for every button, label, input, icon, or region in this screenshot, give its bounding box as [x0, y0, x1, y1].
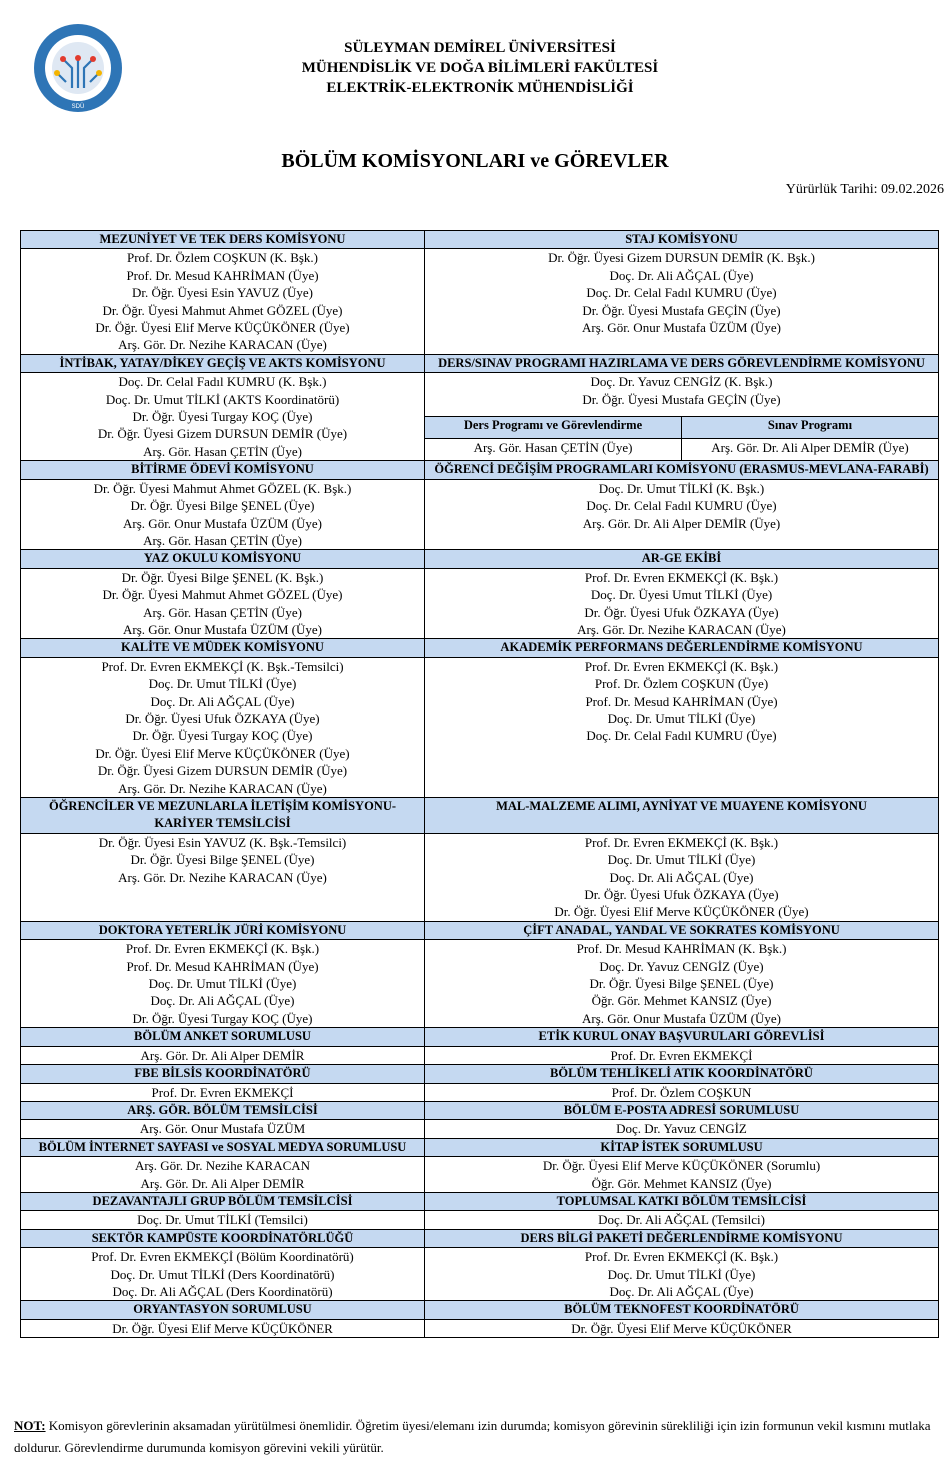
member-name: Dr. Öğr. Üyesi Gizem DURSUN DEMİR (K. Bşk.) — [548, 250, 815, 266]
member-name: Prof. Dr. Özlem COŞKUN — [611, 1084, 752, 1100]
commission-title: ARŞ. GÖR. BÖLÜM TEMSİLCİSİ — [21, 1101, 425, 1119]
member-name: Arş. Gör. Onur Mustafa ÜZÜM — [139, 1121, 306, 1137]
member-name: Doç. Dr. Umut TİLKİ (Üye) — [607, 852, 756, 868]
member-name: Arş. Gör. Dr. Ali Alper DEMİR — [140, 1047, 305, 1063]
institution-header — [150, 38, 810, 98]
member-name: Doç. Dr. Celal Fadıl KUMRU (Üye) — [586, 728, 777, 744]
footnote — [14, 1415, 946, 1459]
commission-member-row — [21, 1157, 939, 1193]
commission-title: AKADEMİK PERFORMANS DEĞERLENDİRME KOMİSYONU — [425, 639, 939, 657]
member-name: Dr. Öğr. Üyesi Mustafa GEÇİN (Üye) — [582, 391, 781, 407]
member-name: Dr. Öğr. Üyesi Turgay KOÇ (Üye) — [132, 409, 313, 425]
member-list — [21, 373, 425, 461]
member-name: Dr. Öğr. Üyesi Mahmut Ahmet GÖZEL (Üye) — [102, 587, 343, 603]
commission-member-row — [21, 1046, 939, 1064]
commission-title: BÖLÜM İNTERNET SAYFASI ve SOSYAL MEDYA SORUMLUSU — [21, 1138, 425, 1156]
commission-header-row — [21, 461, 939, 479]
member-list — [425, 568, 939, 639]
member-list — [21, 1157, 425, 1193]
member-list — [425, 1157, 939, 1193]
member-name: Doç. Dr. Umut TİLKİ (Üye) — [148, 976, 297, 992]
member-name: Prof. Dr. Evren EKMEKÇİ (K. Bşk.) — [584, 1249, 779, 1265]
member-name: Dr. Öğr. Üyesi Elif Merve KÜÇÜKÖNER (Üye) — [554, 904, 809, 920]
member-name: Dr. Öğr. Üyesi Bilge ŞENEL (K. Bşk.) — [121, 569, 324, 585]
member-name: Dr. Öğr. Üyesi Ufuk ÖZKAYA (Üye) — [125, 710, 320, 726]
member-name: Prof. Dr. Mesud KAHRİMAN (Üye) — [126, 958, 319, 974]
member-name: Dr. Öğr. Üyesi Ufuk ÖZKAYA (Üye) — [584, 887, 779, 903]
sub-commission-title: Sınav Programı — [682, 416, 939, 438]
commission-title: DOKTORA YETERLİK JÜRİ KOMİSYONU — [21, 921, 425, 939]
member-list — [21, 1248, 425, 1301]
commission-title: ÖĞRENCİLER VE MEZUNLARLA İLETİŞİM KOMİSYONU-KARİYER TEMSİLCİSİ — [21, 798, 425, 834]
commission-title: KİTAP İSTEK SORUMLUSU — [425, 1138, 939, 1156]
member-name: Arş. Gör. Hasan ÇETİN (Üye) — [143, 443, 302, 459]
commission-title: DEZAVANTAJLI GRUP BÖLÜM TEMSİLCİSİ — [21, 1192, 425, 1210]
commission-title: ÇİFT ANADAL, YANDAL VE SOKRATES KOMİSYONU — [425, 921, 939, 939]
member-name: Prof. Dr. Evren EKMEKÇİ (Bölüm Koordinatörü) — [91, 1249, 354, 1265]
member-list — [21, 1211, 425, 1229]
member-list — [425, 1319, 939, 1337]
commission-header-row — [21, 798, 939, 834]
member-name: Dr. Öğr. Üyesi Elif Merve KÜÇÜKÖNER (Üye) — [95, 745, 350, 761]
commission-title: DERS/SINAV PROGRAMI HAZIRLAMA VE DERS GÖREVLENDİRME KOMİSYONU — [425, 354, 939, 372]
commission-title: BÖLÜM E-POSTA ADRESİ SORUMLUSU — [425, 1101, 939, 1119]
commission-member-row — [21, 1248, 939, 1301]
member-name: Arş. Gör. Hasan ÇETİN (Üye) — [143, 604, 302, 620]
member-name: Doç. Dr. Ali AĞÇAL (Üye) — [150, 693, 295, 709]
member-name: Dr. Öğr. Üyesi Mahmut Ahmet GÖZEL (Üye) — [102, 302, 343, 318]
university-logo — [32, 22, 124, 114]
faculty-name: MÜHENDİSLİK VE DOĞA BİLİMLERİ FAKÜLTESİ — [301, 60, 659, 76]
member-name: Doç. Dr. Umut TİLKİ (Üye) — [607, 1266, 756, 1282]
member-name: Arş. Gör. Dr. Nezihe KARACAN (Üye) — [118, 780, 327, 796]
commission-header-row — [21, 1101, 939, 1119]
member-name: Dr. Öğr. Üyesi Bilge ŞENEL (Üye) — [130, 852, 315, 868]
member-list — [21, 568, 425, 639]
member-name: Doç. Dr. Umut TİLKİ (Üye) — [607, 710, 756, 726]
member-name: Prof. Dr. Evren EKMEKÇİ (K. Bşk.-Temsilci) — [101, 658, 344, 674]
commission-title: ÖĞRENCİ DEĞİŞİM PROGRAMLARI KOMİSYONU (ERASMUS-MEVLANA-FARABİ) — [425, 461, 939, 479]
commission-header-row — [21, 231, 939, 249]
member-name: Arş. Gör. Onur Mustafa ÜZÜM (Üye) — [582, 1010, 781, 1026]
commission-title: MAL-MALZEME ALIMI, AYNİYAT VE MUAYENE KOMİSYONU — [425, 798, 939, 834]
member-name: Arş. Gör. Dr. Nezihe KARACAN (Üye) — [118, 337, 327, 353]
member-name: Doç. Dr. Üyesi Umut TİLKİ (Üye) — [590, 587, 773, 603]
commission-header-row — [21, 1028, 939, 1046]
member-list — [21, 940, 425, 1028]
member-list — [425, 1046, 939, 1064]
member-list — [425, 249, 939, 354]
member-name: Doç. Dr. Celal Fadıl KUMRU (Üye) — [586, 285, 777, 301]
commission-header-row — [21, 1138, 939, 1156]
member-name: Arş. Gör. Dr. Ali Alper DEMİR — [140, 1175, 305, 1191]
member-list — [425, 1120, 939, 1138]
commission-title: İNTİBAK, YATAY/DİKEY GEÇİŞ VE AKTS KOMİSYONU — [21, 354, 425, 372]
member-name: Arş. Gör. Onur Mustafa ÜZÜM (Üye) — [582, 320, 781, 336]
member-name: Doç. Dr. Ali AĞÇAL (Temsilci) — [598, 1212, 765, 1228]
member-list — [425, 1211, 939, 1229]
member-name: Arş. Gör. Onur Mustafa ÜZÜM (Üye) — [123, 515, 322, 531]
commission-header-row — [21, 1192, 939, 1210]
member-name: Öğr. Gör. Mehmet KANSIZ (Üye) — [591, 1175, 772, 1191]
member-name: Doç. Dr. Umut TİLKİ (K. Bşk.) — [598, 480, 765, 496]
member-name: Arş. Gör. Dr. Nezihe KARACAN (Üye) — [577, 621, 786, 637]
commission-header-row — [21, 1301, 939, 1319]
member-list — [425, 1083, 939, 1101]
commission-member-row — [21, 940, 939, 1028]
commission-title: KALİTE VE MÜDEK KOMİSYONU — [21, 639, 425, 657]
member-name: Doç. Dr. Umut TİLKİ (AKTS Koordinatörü) — [105, 391, 340, 407]
commission-member-row — [21, 479, 939, 550]
member-list — [425, 657, 939, 797]
member-list — [21, 1120, 425, 1138]
member-name: Dr. Öğr. Üyesi Bilge ŞENEL (Üye) — [589, 976, 774, 992]
commission-title: MEZUNİYET VE TEK DERS KOMİSYONU — [21, 231, 425, 249]
member-name: Dr. Öğr. Üyesi Elif Merve KÜÇÜKÖNER — [112, 1320, 333, 1336]
commission-member-row — [21, 568, 939, 639]
document-title: BÖLÜM KOMİSYONLARI ve GÖREVLER — [281, 150, 669, 172]
effective-date: Yürürlük Tarihi: 09.02.2026 — [785, 182, 944, 197]
member-name: Prof. Dr. Özlem COŞKUN (Üye) — [594, 676, 769, 692]
member-list — [21, 1083, 425, 1101]
member-name: Öğr. Gör. Mehmet KANSIZ (Üye) — [591, 993, 772, 1009]
commission-title: STAJ KOMİSYONU — [425, 231, 939, 249]
commission-title: BÖLÜM TEHLİKELİ ATIK KOORDİNATÖRÜ — [425, 1065, 939, 1083]
member-list — [425, 479, 939, 550]
commission-header-row — [21, 1065, 939, 1083]
commission-member-row — [21, 373, 939, 416]
member-list — [21, 833, 425, 921]
commission-header-row — [21, 1229, 939, 1247]
member-name: Doç. Dr. Yavuz CENGİZ (Üye) — [599, 958, 764, 974]
commission-title: TOPLUMSAL KATKI BÖLÜM TEMSİLCİSİ — [425, 1192, 939, 1210]
member-name: Doç. Dr. Yavuz CENGİZ — [616, 1121, 747, 1137]
commission-member-row — [21, 1211, 939, 1229]
member-name: Doç. Dr. Ali AĞÇAL (Üye) — [609, 267, 754, 283]
member-name: Arş. Gör. Dr. Ali Alper DEMİR (Üye) — [582, 515, 781, 531]
commission-title: BİTİRME ÖDEVİ KOMİSYONU — [21, 461, 425, 479]
member-name: Prof. Dr. Evren EKMEKÇİ (K. Bşk.) — [584, 658, 779, 674]
commission-title: DERS BİLGİ PAKETİ DEĞERLENDİRME KOMİSYONU — [425, 1229, 939, 1247]
member-name: Dr. Öğr. Üyesi Turgay KOÇ (Üye) — [132, 1010, 313, 1026]
member-name: Dr. Öğr. Üyesi Elif Merve KÜÇÜKÖNER — [571, 1320, 792, 1336]
commission-title: ETİK KURUL ONAY BAŞVURULARI GÖREVLİSİ — [425, 1028, 939, 1046]
commission-title: BÖLÜM ANKET SORUMLUSU — [21, 1028, 425, 1046]
university-name: SÜLEYMAN DEMİREL ÜNİVERSİTESİ — [344, 40, 616, 56]
commission-title: YAZ OKULU KOMİSYONU — [21, 550, 425, 568]
member-name: Prof. Dr. Evren EKMEKÇİ (K. Bşk.) — [584, 569, 779, 585]
member-name: Arş. Gör. Hasan ÇETİN (Üye) — [425, 438, 682, 460]
member-name: Dr. Öğr. Üyesi Turgay KOÇ (Üye) — [132, 728, 313, 744]
member-name: Prof. Dr. Mesud KAHRİMAN (K. Bşk.) — [576, 941, 787, 957]
commission-title: BÖLÜM TEKNOFEST KOORDİNATÖRÜ — [425, 1301, 939, 1319]
member-name: Doç. Dr. Ali AĞÇAL (Üye) — [609, 1283, 754, 1299]
sub-commission-title: Ders Programı ve Görevlendirme — [425, 416, 682, 438]
member-name: Doç. Dr. Umut TİLKİ (Temsilci) — [137, 1212, 308, 1228]
member-name: Dr. Öğr. Üyesi Mahmut Ahmet GÖZEL (K. Bşk.) — [93, 480, 352, 496]
member-name: Dr. Öğr. Üyesi Gizem DURSUN DEMİR (Üye) — [97, 426, 348, 442]
member-list — [425, 940, 939, 1028]
member-name: Prof. Dr. Özlem COŞKUN (K. Bşk.) — [126, 250, 319, 266]
member-name: Dr. Öğr. Üyesi Elif Merve KÜÇÜKÖNER (Üye) — [95, 320, 350, 336]
commission-header-row — [21, 639, 939, 657]
member-name: Doç. Dr. Ali AĞÇAL (Ders Koordinatörü) — [112, 1283, 333, 1299]
member-name: Dr. Öğr. Üyesi Gizem DURSUN DEMİR (Üye) — [97, 763, 348, 779]
member-name: Arş. Gör. Hasan ÇETİN (Üye) — [143, 532, 302, 548]
member-name: Prof. Dr. Mesud KAHRİMAN (Üye) — [126, 267, 319, 283]
member-name: Prof. Dr. Evren EKMEKÇİ (K. Bşk.) — [584, 834, 779, 850]
member-name: Dr. Öğr. Üyesi Bilge ŞENEL (Üye) — [130, 498, 315, 514]
member-name: Doç. Dr. Celal Fadıl KUMRU (K. Bşk.) — [118, 374, 327, 390]
member-list — [425, 1248, 939, 1301]
commission-member-row — [21, 833, 939, 921]
member-list — [21, 1046, 425, 1064]
department-name: ELEKTRİK-ELEKTRONİK MÜHENDİSLİĞİ — [326, 80, 634, 96]
note-label: NOT: — [14, 1418, 46, 1433]
member-list — [425, 833, 939, 921]
member-name: Arş. Gör. Dr. Nezihe KARACAN (Üye) — [118, 869, 327, 885]
commissions-table — [20, 230, 939, 1338]
svg-text:SDÜ: SDÜ — [71, 104, 85, 110]
commission-header-row — [21, 550, 939, 568]
member-name: Prof. Dr. Evren EKMEKÇİ — [610, 1047, 753, 1063]
commission-title: SEKTÖR KAMPÜSTE KOORDİNATÖRLÜĞÜ — [21, 1229, 425, 1247]
member-name: Dr. Öğr. Üyesi Esin YAVUZ (Üye) — [132, 285, 313, 301]
member-name: Prof. Dr. Mesud KAHRİMAN (Üye) — [585, 693, 778, 709]
commission-member-row — [21, 1120, 939, 1138]
member-list — [21, 1319, 425, 1337]
note-text: Komisyon görevlerinin aksamadan yürütülmesi önemlidir. Öğretim üyesi/elemanı izin durumda; komisyon görevinin sürekliliği için izin formunun vekil kısmını mutlaka doldurur. Görevlendirme durumunda komisyon görevini vekili yürütür. — [14, 1418, 931, 1455]
member-name: Doç. Dr. Ali AĞÇAL (Üye) — [150, 993, 295, 1009]
member-name: Doç. Dr. Yavuz CENGİZ (K. Bşk.) — [590, 374, 773, 390]
member-list — [425, 373, 939, 416]
member-name: Doç. Dr. Umut TİLKİ (Ders Koordinatörü) — [110, 1266, 335, 1282]
commission-title: FBE BİLSİS KOORDİNATÖRÜ — [21, 1065, 425, 1083]
member-name: Dr. Öğr. Üyesi Mustafa GEÇİN (Üye) — [582, 302, 781, 318]
commission-header-row — [21, 921, 939, 939]
member-name: Dr. Öğr. Üyesi Elif Merve KÜÇÜKÖNER (Sorumlu) — [542, 1158, 821, 1174]
member-name: Arş. Gör. Dr. Nezihe KARACAN — [134, 1158, 311, 1174]
member-name: Arş. Gör. Dr. Ali Alper DEMİR (Üye) — [682, 438, 939, 460]
commission-title: AR-GE EKİBİ — [425, 550, 939, 568]
member-name: Doç. Dr. Celal Fadıl KUMRU (Üye) — [586, 498, 777, 514]
member-list — [21, 479, 425, 550]
commission-member-row — [21, 657, 939, 797]
commission-header-row — [21, 354, 939, 372]
member-name: Doç. Dr. Umut TİLKİ (Üye) — [148, 676, 297, 692]
member-name: Dr. Öğr. Üyesi Esin YAVUZ (K. Bşk.-Temsilci) — [98, 834, 347, 850]
member-name: Dr. Öğr. Üyesi Ufuk ÖZKAYA (Üye) — [584, 604, 779, 620]
commission-member-row — [21, 249, 939, 354]
commission-title: ORYANTASYON SORUMLUSU — [21, 1301, 425, 1319]
member-name: Doç. Dr. Ali AĞÇAL (Üye) — [609, 869, 754, 885]
member-name: Prof. Dr. Evren EKMEKÇİ (K. Bşk.) — [125, 941, 320, 957]
commission-member-row — [21, 1083, 939, 1101]
member-name: Prof. Dr. Evren EKMEKÇİ — [151, 1084, 294, 1100]
member-list — [21, 657, 425, 797]
commission-member-row — [21, 1319, 939, 1337]
member-list — [21, 249, 425, 354]
member-name: Arş. Gör. Onur Mustafa ÜZÜM (Üye) — [123, 621, 322, 637]
